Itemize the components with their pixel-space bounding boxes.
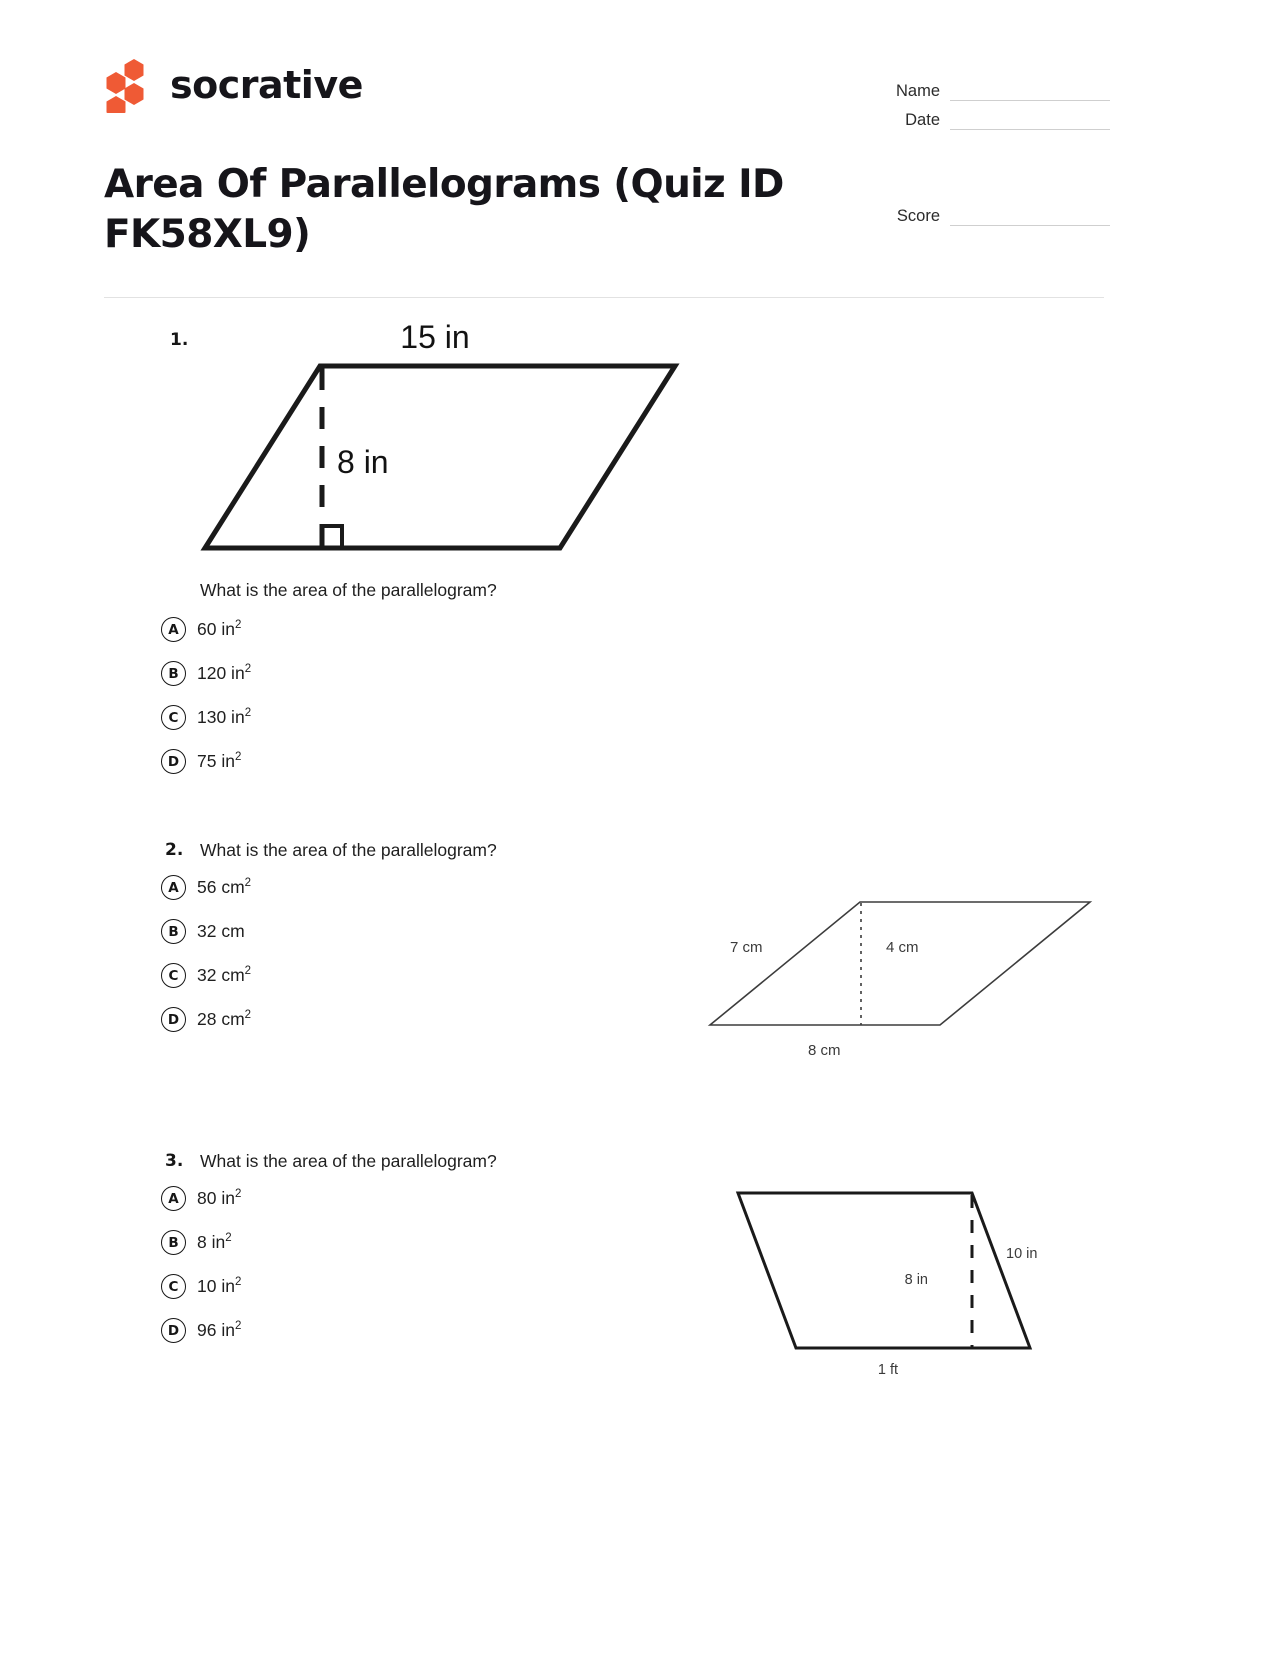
socrative-logo: [104, 57, 363, 113]
choice-bubble-b[interactable]: B: [161, 1230, 186, 1255]
name-row: [820, 72, 1110, 101]
choice-label-c: 32 $cm^2$: [197, 964, 252, 985]
choice-bubble-a[interactable]: A: [161, 1186, 186, 1211]
choice-bubble-a[interactable]: A: [161, 617, 186, 642]
choice-bubble-b[interactable]: B: [161, 661, 186, 686]
choice-bubble-a[interactable]: A: [161, 875, 186, 900]
date-input-line[interactable]: [950, 128, 1110, 130]
student-info-block: [820, 72, 1110, 226]
question-2-figure: [690, 880, 1110, 1080]
question-3-choice-c[interactable]: [161, 1274, 241, 1299]
question-2-base-label: 8 cm: [808, 1042, 841, 1059]
name-label: Name: [895, 81, 940, 100]
date-label: Date: [905, 110, 940, 129]
question-3-number: 3.: [165, 1151, 184, 1171]
page-title: Area Of Parallelograms (Quiz ID FK58XL9): [104, 162, 784, 257]
choice-label-c: 130 $in^2$: [197, 706, 252, 727]
question-2-side-label: 7 cm: [730, 939, 763, 956]
question-3-side-label: 10 in: [1006, 1246, 1038, 1262]
choice-label-d: 96 $in^2$: [197, 1319, 242, 1340]
question-2-choice-d[interactable]: [161, 1007, 251, 1032]
question-1-number: 1.: [170, 330, 189, 350]
question-2-height-label: 4 cm: [886, 939, 919, 956]
question-3-choice-b[interactable]: [161, 1230, 232, 1255]
choice-label-a: 56 $cm^2$: [197, 876, 252, 897]
choice-bubble-d[interactable]: D: [161, 1318, 186, 1343]
choice-label-b: 32 cm: [197, 920, 245, 941]
question-1-choice-d[interactable]: [161, 749, 241, 774]
choice-bubble-c[interactable]: C: [161, 705, 186, 730]
choice-bubble-c[interactable]: C: [161, 1274, 186, 1299]
question-2-choice-a[interactable]: [161, 875, 251, 900]
score-label: Score: [896, 206, 940, 225]
question-2-choice-b[interactable]: [161, 919, 245, 944]
question-2-prompt: What is the area of the parallelogram?: [200, 840, 497, 860]
choice-bubble-d[interactable]: D: [161, 749, 186, 774]
question-1-figure: [185, 318, 705, 583]
four-hexagons-icon: [104, 57, 156, 113]
question-3-base-label: 1 ft: [877, 1362, 899, 1378]
choice-bubble-c[interactable]: C: [161, 963, 186, 988]
choice-label-c: 10 $in^2$: [197, 1275, 242, 1296]
choice-label-a: 80 $in^2$: [197, 1187, 242, 1208]
score-input-line[interactable]: [950, 224, 1110, 226]
choice-label-d: 75 $in^2$: [197, 750, 242, 771]
question-2-choice-c[interactable]: [161, 963, 251, 988]
date-row: [820, 101, 1110, 130]
choice-label-a: 60 $in^2$: [197, 618, 242, 639]
question-3-figure: [700, 1180, 1100, 1400]
question-3-choice-a[interactable]: [161, 1186, 241, 1211]
question-2-number: 2.: [165, 840, 184, 860]
question-1-choice-c[interactable]: [161, 705, 251, 730]
question-3-choice-d[interactable]: [161, 1318, 241, 1343]
choice-label-d: 28 $cm^2$: [197, 1008, 252, 1029]
question-3-height-label: 8 in: [904, 1272, 928, 1288]
question-1-choice-a[interactable]: [161, 617, 241, 642]
name-input-line[interactable]: [950, 99, 1110, 101]
header-divider: [104, 297, 1104, 298]
question-1-height-label: 8 in: [337, 444, 389, 480]
question-1-choice-b[interactable]: [161, 661, 251, 686]
choice-bubble-b[interactable]: B: [161, 919, 186, 944]
question-3-prompt: What is the area of the parallelogram?: [200, 1151, 497, 1171]
choice-label-b: 8 $in^2$: [197, 1231, 232, 1252]
choice-bubble-d[interactable]: D: [161, 1007, 186, 1032]
question-1-prompt: What is the area of the parallelogram?: [200, 580, 497, 600]
choice-label-b: 120 $in^2$: [197, 662, 252, 683]
question-1-top-label: 15 in: [400, 319, 470, 355]
score-row: [820, 197, 1110, 226]
brand-name: socrative: [170, 63, 363, 107]
